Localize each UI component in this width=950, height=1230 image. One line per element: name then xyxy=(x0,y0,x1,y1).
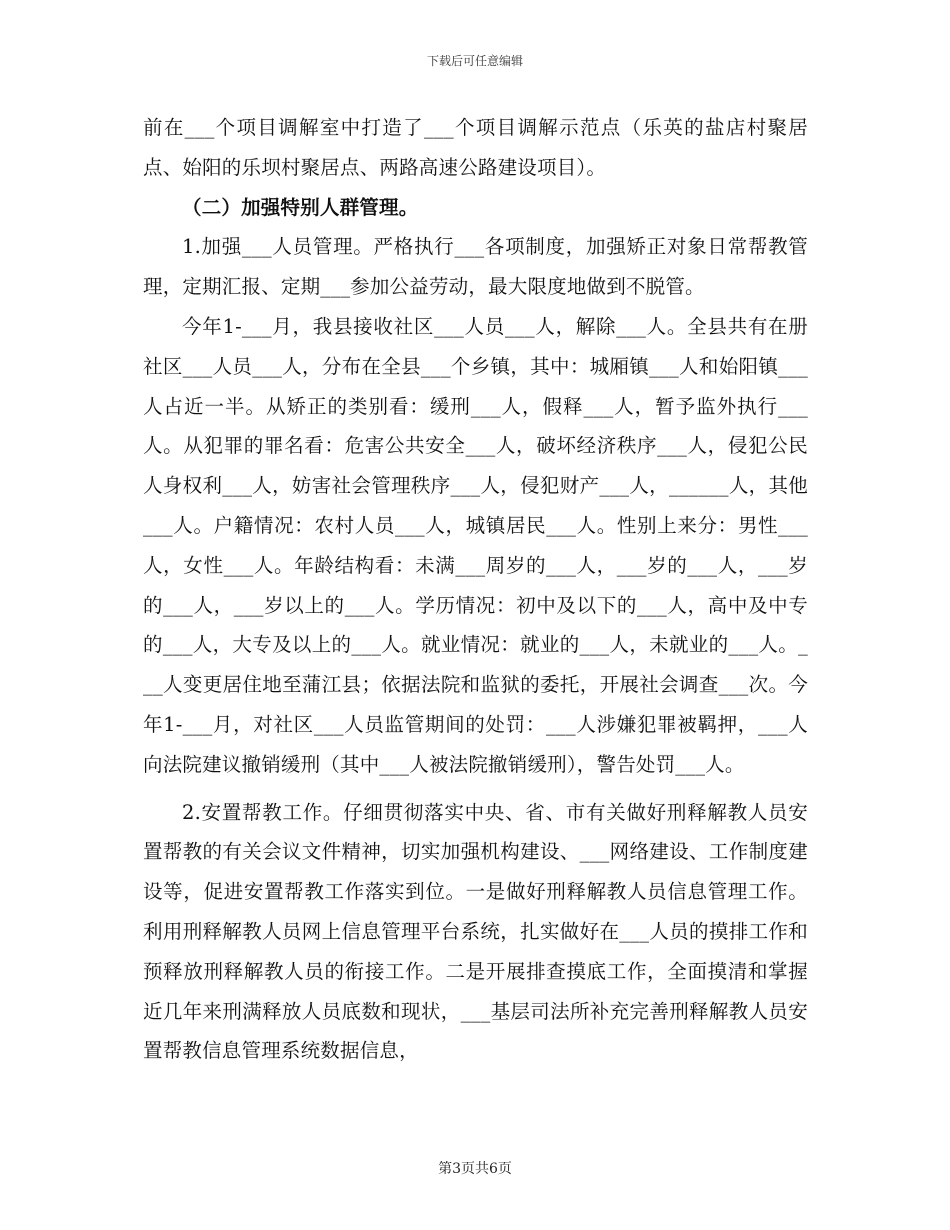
document-body xyxy=(143,108,808,1071)
page-footer: 第3页共6页 xyxy=(438,1161,512,1177)
paragraph-community-correction: 1.加强___人员管理。严格执行___各项制度，加强矫正对象日常帮教管理，定期汇报、定期___参加公益劳动，最大限度地做到不脱管。 xyxy=(143,235,808,299)
paragraph-resettlement: 2.安置帮教工作。仔细贯彻落实中央、省、市有关做好刑释解教人员安置帮教的有关会议文件精神，切实加强机构建设、___网络建设、工作制度建设等，促进安置帮教工作落实到位。一是做好刑释解教人员信息管理工作。利用刑释解教人员网上信息管理平台系统，扎实做好在___人员的摸排工作和预释放刑释解教人员的衔接工作。二是开展排查摸底工作，全面摸清和掌握近几年来刑满释放人员底数和现状，___基层司法所补充完善刑释解教人员安置帮教信息管理系统数据信息， xyxy=(143,800,808,1063)
paragraph-continuation: 前在___个项目调解室中打造了___个项目调解示范点（乐英的盐店村聚居点、始阳的乐坝村聚居点、两路高速公路建设项目）。 xyxy=(143,116,808,179)
page-header: 下载后可任意编辑 xyxy=(426,54,523,68)
paragraph-statistics: 今年1-___月，我县接收社区___人员___人，解除___人。全县共有在册社区___人员___人，分布在全县___个乡镇，其中：城厢镇___人和始阳镇___人占近一半。从矫正的类别看：缓刑___人，假释___人，暂予监外执行___人。从犯罪的罪名看：危害公共安全___人，破坏经济秩序___人，侵犯公民人身权利___人，妨害社会管理秩序___人，侵犯财产___人，______人，其他___人。户籍情况：农村人员___人，城镇居民___人。性别上来分：男性___人，女性___人。年龄结构看：未满___周岁的___人，___岁的___人，___岁的___人，___岁以上的___人。学历情况：初中及以下的___人，高中及中专的___人，大专及以上的___人。就业情况：就业的___人，未就业的___人。___人变更居住地至蒲江县；依据法院和监狱的委托，开展社会调查___次。今年1-___月，对社区___人员监管期间的处罚：___人涉嫌犯罪被羁押，___人向法院建议撤销缓刑（其中___人被法院撤销缓刑），警告处罚___人。 xyxy=(143,314,808,776)
section-heading: （二）加强特别人群管理。 xyxy=(182,195,419,219)
